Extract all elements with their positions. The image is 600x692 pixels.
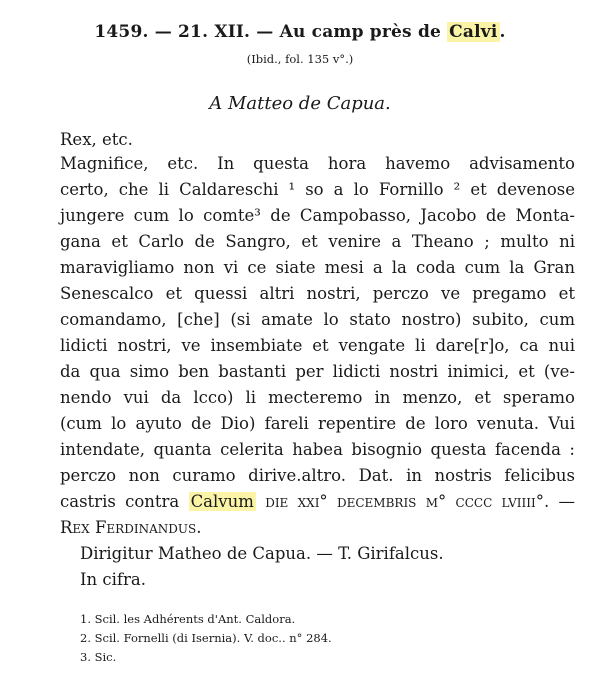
- body-line: gana et Carlo de Sangro, et venire a Theano ; multo ni: [60, 232, 575, 251]
- body-line: jungere cum lo comte³ de Campobasso, Jacobo de Monta-: [60, 206, 575, 225]
- closing-line: In cifra.: [80, 570, 146, 589]
- addressee-title: A Matteo de Capua.: [209, 93, 391, 114]
- salutation: Rex, etc.: [60, 130, 133, 149]
- body-line: certo, che li Caldareschi ¹ so a lo Fornillo ² et devenose: [60, 180, 575, 199]
- body-line: nendo vui da lcco) li mecteremo in menzo, et speramo: [60, 388, 575, 407]
- body-line: Senescalco et quessi altri nostri, perczo ve pregamo et: [60, 284, 575, 303]
- date-line-end: die xxi° decembris m° cccc lviiii°. —: [255, 492, 575, 511]
- body-line: maravigliamo non vi ce siate mesi a la coda cum la Gran: [60, 258, 575, 277]
- closing-line: Dirigitur Matheo de Capua. — T. Girifalcus.: [80, 544, 444, 563]
- body-line: (cum lo ayuto de Dio) fareli repentire de loro venuta. Vui: [60, 414, 575, 433]
- highlighted-place: Calvi: [449, 22, 498, 42]
- document-heading: [0, 22, 600, 42]
- body-line: da qua simo ben bastanti per lidicti nostri inimici, et (ve-: [60, 362, 575, 381]
- body-line: Magnifice, etc. In questa hora havemo advisamento: [60, 154, 575, 173]
- heading-text: 1459. — 21. XII. — Au camp près de: [94, 22, 448, 42]
- source-reference: (Ibid., fol. 135 v°.): [246, 52, 354, 66]
- body-line: intendate, quanta celerita habea bisognio questa facenda :: [60, 440, 575, 459]
- footnote: 3. Sic.: [80, 650, 117, 664]
- highlighted-place: Calvum: [190, 492, 254, 511]
- date-line-start: castris contra: [60, 492, 189, 511]
- signature: Rex Ferdinandus.: [60, 518, 202, 537]
- footnote: 1. Scil. les Adhérents d'Ant. Caldora.: [80, 612, 296, 626]
- body-line: perczo non curamo dirive.altro. Dat. in nostris felicibus: [60, 466, 575, 485]
- footnote: 2. Scil. Fornelli (di Isernia). V. doc.. n° 284.: [80, 631, 332, 645]
- body-line: comandamo, [che] (si amate lo stato nostro) subito, cum: [60, 310, 575, 329]
- body-line-date: [60, 494, 575, 511]
- body-line: lidicti nostri, ve insembiate et vengate li dare[r]o, ca nui: [60, 336, 575, 355]
- heading-period: .: [499, 22, 506, 42]
